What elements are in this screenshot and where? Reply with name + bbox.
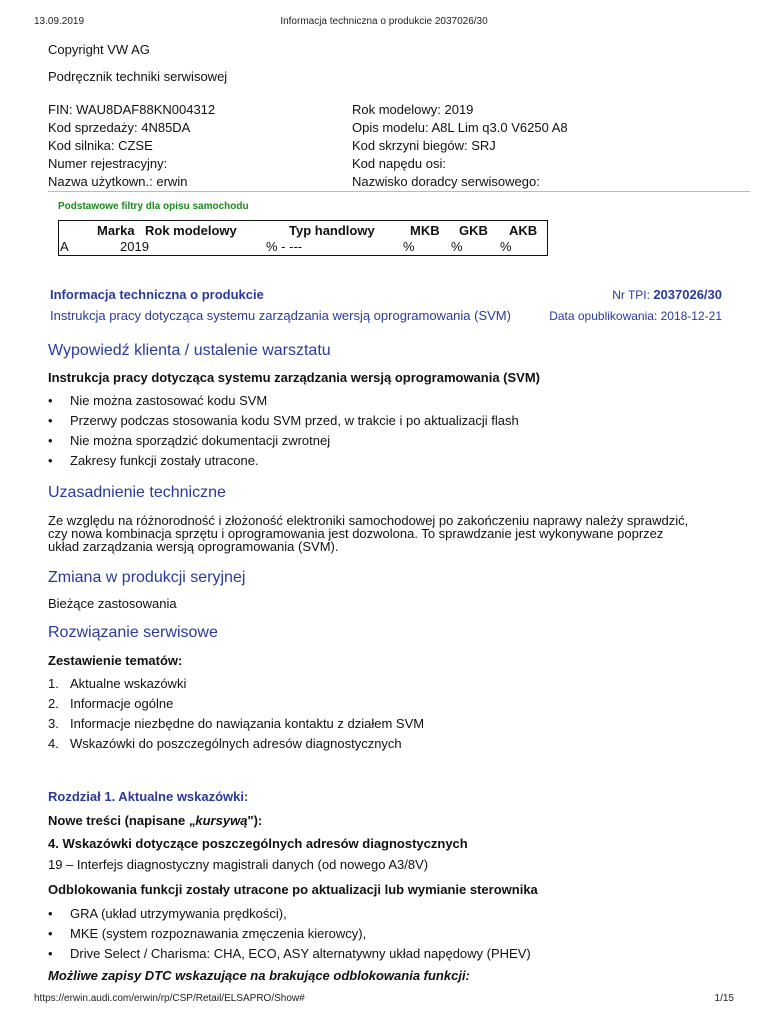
topics-list — [48, 676, 424, 756]
list-item-text: Informacje ogólne — [70, 696, 174, 711]
production-text: Bieżące zastosowania — [48, 596, 177, 611]
list-item — [48, 926, 531, 946]
filter-value-model-year: 2019 — [120, 239, 149, 254]
user-name-field: Nazwa użytkown.: erwin — [48, 174, 188, 189]
filter-header-akb: AKB — [509, 223, 538, 238]
new-content-note — [48, 813, 262, 828]
bullet-mark: • — [48, 946, 53, 961]
tpi-number — [612, 287, 722, 302]
list-item — [48, 696, 424, 716]
topics-subheading: Zestawienie tematów: — [48, 653, 183, 668]
paragraph-line: czy nowa kombinacja sprzętu i oprogramowania jest dozwolona. To sprawdzanie jest wykonywane poprzez — [48, 526, 664, 541]
list-item-text: Aktualne wskazówki — [70, 676, 187, 691]
filter-header-mkb: MKB — [410, 223, 440, 238]
chapter-heading: Rozdział 1. Aktualne wskazówki: — [48, 789, 249, 804]
filters-label: Podstawowe filtry dla opisu samochodu — [58, 201, 249, 212]
filter-value-akb: % — [500, 239, 512, 254]
list-item — [48, 393, 519, 413]
section-subheading-complaint: Instrukcja pracy dotycząca systemu zarządzania wersją oprogramowania (SVM) — [48, 370, 541, 385]
section-heading-production: Zmiana w produkcji seryjnej — [48, 569, 246, 586]
tpi-title: Informacja techniczna o produkcie — [50, 287, 264, 302]
filter-value-gkb: % — [451, 239, 463, 254]
list-item-text: Informacje niezbędne do nawiązania kontaktu z działem SVM — [70, 716, 425, 731]
list-item — [48, 736, 424, 756]
tpi-number-value: 2037026/30 — [653, 287, 722, 302]
axle-drive-code-field: Kod napędu osi: — [352, 156, 446, 171]
list-item-text: Nie można zastosować kodu SVM — [70, 393, 268, 408]
list-number: 1. — [48, 676, 59, 691]
print-footer — [34, 993, 734, 1007]
publication-date: Data opublikowania: 2018-12-21 — [549, 309, 722, 323]
list-item-text: MKE (system rozpoznawania zmęczenia kierowcy), — [70, 926, 367, 941]
list-item — [48, 906, 531, 926]
manual-title: Podręcznik techniki serwisowej — [48, 69, 228, 84]
vehicle-info-row — [48, 174, 720, 192]
new-content-italic: kursywą — [195, 813, 248, 828]
filter-header-trade-type: Typ handlowy — [289, 223, 375, 238]
vehicle-info — [48, 102, 720, 192]
copyright-text: Copyright VW AG — [48, 42, 150, 57]
gearbox-code-field: Kod skrzyni biegów: SRJ — [352, 138, 496, 153]
list-item — [48, 716, 424, 736]
list-item — [48, 433, 519, 453]
registration-field: Numer rejestracyjny: — [48, 156, 168, 171]
filter-header-gkb: GKB — [459, 223, 488, 238]
vehicle-info-row — [48, 120, 720, 138]
technical-paragraph — [48, 514, 738, 553]
list-item — [48, 453, 519, 473]
divider — [48, 191, 750, 192]
paragraph-line: układ zarządzania wersją oprogramowania (SVM). — [48, 539, 339, 554]
vin-field: FIN: WAU8DAF88KN004312 — [48, 102, 216, 117]
vehicle-info-row — [48, 138, 720, 156]
print-date: 13.09.2019 — [34, 16, 85, 27]
model-description-field: Opis modelu: A8L Lim q3.0 V6250 A8 — [352, 120, 568, 135]
list-item — [48, 413, 519, 433]
list-item-text: Nie można sporządzić dokumentacji zwrotnej — [70, 433, 331, 448]
print-header — [34, 16, 734, 30]
page-number: 1/15 — [714, 993, 734, 1004]
sales-code-field: Kod sprzedaży: 4N85DA — [48, 120, 191, 135]
vehicle-info-row — [48, 102, 720, 120]
tpi-subtitle: Instrukcja pracy dotycząca systemu zarządzania wersją oprogramowania (SVM) — [50, 308, 511, 323]
print-title: Informacja techniczna o produkcie 2037026/30 — [280, 16, 488, 27]
filter-header-model-year: Rok modelowy — [145, 223, 237, 238]
list-number: 4. — [48, 736, 59, 751]
section-heading-technical: Uzasadnienie techniczne — [48, 484, 226, 501]
filter-header-brand: Marka — [97, 223, 135, 238]
bullet-mark: • — [48, 413, 53, 428]
dtc-note: Możliwe zapisy DTC wskazujące na brakujące odblokowania funkcji: — [48, 968, 470, 983]
new-content-suffix: "): — [247, 813, 263, 828]
new-content-prefix: Nowe treści (napisane „ — [48, 813, 196, 828]
filters-table — [58, 220, 548, 256]
point4-heading: 4. Wskazówki dotyczące poszczególnych adresów diagnostycznych — [48, 836, 468, 851]
list-item-text: GRA (układ utrzymywania prędkości), — [70, 906, 287, 921]
paragraph-line: Ze względu na różnorodność i złożoność elektroniki samochodowej po zakończeniu naprawy należy sprawdzić, — [48, 513, 689, 528]
section-heading-solution: Rozwiązanie serwisowe — [48, 624, 218, 641]
list-number: 3. — [48, 716, 59, 731]
section-heading-complaint: Wypowiedź klienta / ustalenie warsztatu — [48, 342, 331, 359]
print-url: https://erwin.audi.com/erwin/rp/CSP/Retail/ELSAPRO/Show# — [34, 993, 305, 1004]
filter-value-mkb: % — [403, 239, 415, 254]
bullet-mark: • — [48, 393, 53, 408]
bullet-mark: • — [48, 453, 53, 468]
tpi-number-label: Nr TPI: — [612, 288, 650, 302]
bullet-mark: • — [48, 433, 53, 448]
interface-text: 19 – Interfejs diagnostyczny magistrali danych (od nowego A3/8V) — [48, 857, 429, 872]
list-item — [48, 676, 424, 696]
filter-value-trade-type: % - --- — [266, 239, 303, 254]
complaint-list — [48, 393, 519, 473]
service-advisor-field: Nazwisko doradcy serwisowego: — [352, 174, 540, 189]
bullet-mark: • — [48, 926, 53, 941]
list-number: 2. — [48, 696, 59, 711]
list-item-text: Drive Select / Charisma: CHA, ECO, ASY alternatywny układ napędowy (PHEV) — [70, 946, 531, 961]
list-item-text: Zakresy funkcji zostały utracone. — [70, 453, 259, 468]
filter-value-brand: A — [60, 239, 69, 254]
list-item-text: Przerwy podczas stosowania kodu SVM przed, w trakcie i po aktualizacji flash — [70, 413, 519, 428]
engine-code-field: Kod silnika: CZSE — [48, 138, 153, 153]
vehicle-info-row — [48, 156, 720, 174]
unlock-heading: Odblokowania funkcji zostały utracone po aktualizacji lub wymianie sterownika — [48, 882, 538, 897]
bullet-mark: • — [48, 906, 53, 921]
unlock-list — [48, 906, 531, 966]
list-item — [48, 946, 531, 966]
model-year-field: Rok modelowy: 2019 — [352, 102, 474, 117]
list-item-text: Wskazówki do poszczególnych adresów diagnostycznych — [70, 736, 402, 751]
